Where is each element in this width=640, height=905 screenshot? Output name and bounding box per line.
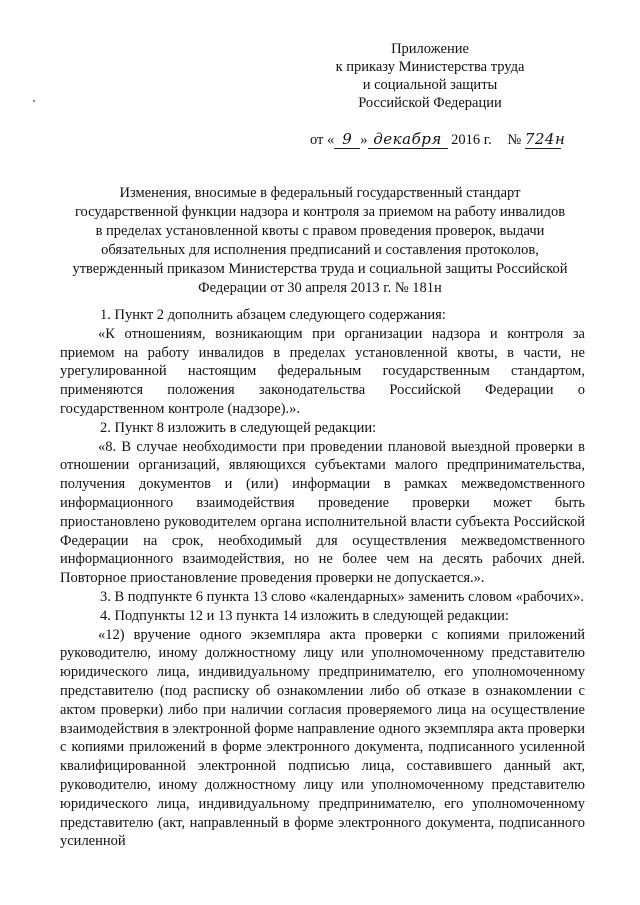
title-line: обязательных для исполнения предписаний и составления протоколов,	[101, 242, 539, 258]
paragraph-quote-2: «8. В случае необходимости при проведении плановой выездной проверки в отношении организаций, являющихся субъектами малого предпринимательства, получения документов и (или) информации в рамках межведомственного информационного взаимодействия проведение проверки может быть приостановлено руководителем органа исполнительной власти субъекта Российской Федерации на срок, необходимый для осуществления межведомственного информационного взаимодействия, но не более чем на десять рабочих дней. Повторное приостановление проведения проверки не допускается.».	[60, 438, 585, 587]
title-line: в пределах установленной квоты с правом проведения проверок, выдачи	[95, 223, 545, 239]
order-number-label: №	[507, 132, 522, 148]
document-title	[56, 184, 584, 298]
annex-line: Российской Федерации	[358, 95, 502, 111]
order-year: 2016 г.	[451, 132, 492, 148]
annex-line: и социальной защиты	[362, 77, 498, 93]
annex-line: Приложение	[391, 41, 469, 57]
title-line: Федерации от 30 апреля 2013 г. № 181н	[198, 280, 442, 296]
annex-line: к приказу Министерства труда	[335, 59, 525, 75]
title-line: Изменения, вносимые в федеральный государственный стандарт	[119, 185, 521, 201]
order-day-handwritten: 9	[334, 130, 360, 149]
order-prefix: от «	[310, 132, 335, 148]
paragraph-item-1: 1. Пункт 2 дополнить абзацем следующего содержания:	[100, 307, 446, 323]
title-line: государственной функции надзора и контроля за приемом на работу инвалидов	[74, 204, 566, 220]
order-number-handwritten: 724н	[524, 130, 566, 148]
annex-header	[330, 40, 530, 112]
paragraph-item-3: 3. В подпункте 6 пункта 13 слово «календарных» заменить словом «рабочих».	[100, 588, 584, 605]
paragraph-quote-1: «К отношениям, возникающим при организации надзора и контроля за приемом на работу инвалидов в пределах установленной квоты, в части, не урегулированной настоящим федеральным государственным стандартом, применяются положения законодательства Российской Федерации о государственном контроле (надзоре).».	[60, 325, 585, 417]
scan-speck	[33, 100, 35, 102]
order-date-line	[310, 130, 566, 149]
paragraph-item-4: 4. Подпункты 12 и 13 пункта 14 изложить в следующей редакции:	[100, 607, 509, 624]
paragraph-item-2: 2. Пункт 8 изложить в следующей редакции:	[100, 419, 377, 436]
document-body	[60, 306, 585, 851]
title-line: утвержденный приказом Министерства труда и социальной защиты Российской	[72, 261, 568, 277]
order-month-handwritten: декабря	[368, 130, 448, 149]
order-quote-close: »	[360, 132, 368, 148]
paragraph-quote-4: «12) вручение одного экземпляра акта проверки с копиями приложений руководителю, иному должностному лицу или уполномоченному представителю юридического лица, индивидуальному предпринимателю, его уполномоченному представителю (под расписку об ознакомлении либо об отказе в ознакомлении с актом проверки) либо при наличии согласия проверяемого лица на осуществление взаимодействия в электронной форме направление одного экземпляра акта проверки с копиями приложений в форме электронного документа, подписанного усиленной квалифицированной электронной подписью лица, составившего данный акт, руководителю, иному должностному лицу или уполномоченному представителю юридического лица, индивидуальному предпринимателю, его уполномоченному представителю (акт, направленный в форме электронного документа, подписанного усиленной	[60, 626, 585, 850]
